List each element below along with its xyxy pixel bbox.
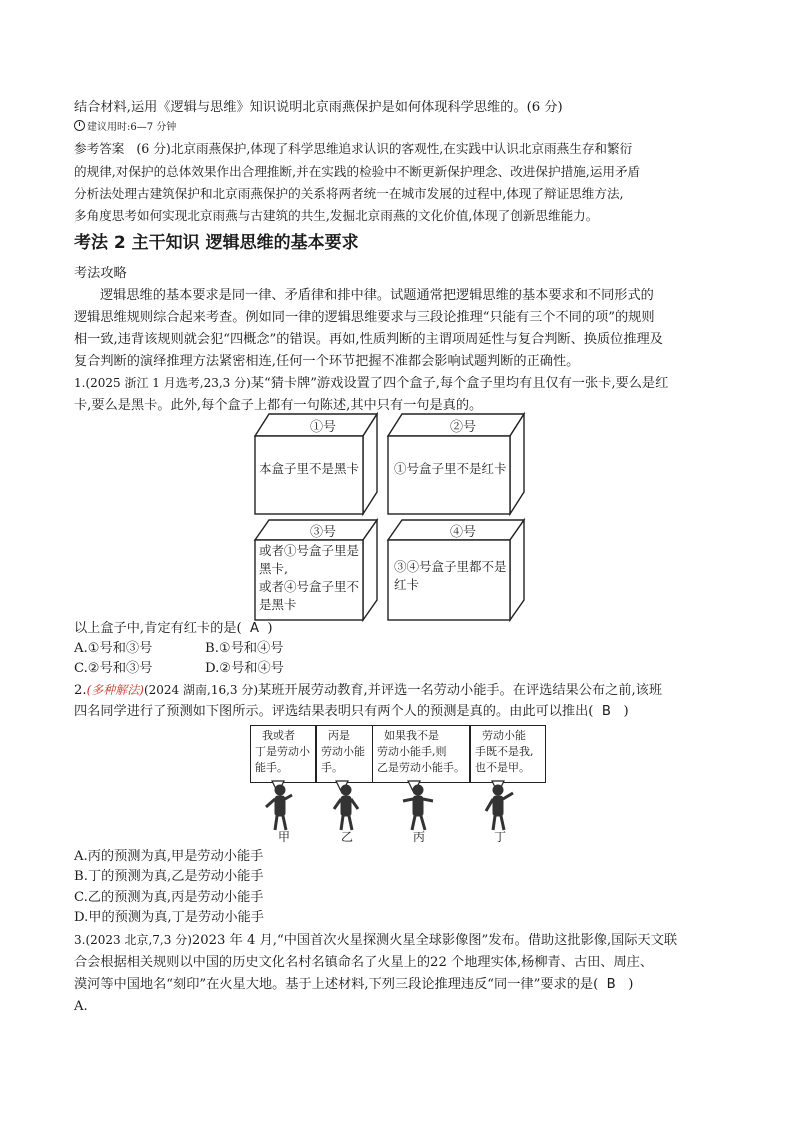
box-2-text: ①号盒子里不是红卡 — [394, 461, 507, 476]
reference-answer-label: 参考答案 — [74, 141, 125, 156]
reference-answer-line-3: 分析法处理古建筑保护和北京雨燕保护的关系将两者统一在城市发展的过程中,体现了辩证思维方法, — [74, 186, 624, 201]
q3-stem-line-2: 合会根据相关规则以中国的历史文化名村名镇命名了火星上的22 个地理实体,杨柳青、古田、周庄、 — [74, 955, 654, 970]
q1-option-c: C.②号和③号 — [74, 661, 153, 676]
speech-bubble-yi: 丙是 劳动小能 手。 — [316, 725, 374, 783]
q2-option-a: A.丙的预测为真,甲是劳动小能手 — [74, 849, 264, 864]
box-4-text: ③④号盒子里都不是 红卡 — [394, 559, 507, 592]
box-1-text: 本盒子里不是黑卡 — [259, 461, 360, 476]
q2-option-b: B.丁的预测为真,乙是劳动小能手 — [74, 869, 264, 884]
q2-option-d: D.甲的预测为真,丁是劳动小能手 — [74, 910, 264, 925]
box-4-label: ④号 — [449, 525, 476, 540]
people-illustration — [240, 775, 550, 835]
person-jia-icon — [266, 785, 292, 830]
speech-bubble-ding: 劳动小能 手既不是我, 也不是甲。 — [470, 725, 546, 783]
q2-stem-line-2: 四名同学进行了预测如下图所示。评选结果表明只有两个人的预测是真的。由此可以推出( B ) — [74, 704, 629, 719]
reference-answer-line-4: 多角度思考如何实现北京雨燕与古建筑的共生,发掘北京雨燕的文化价值,体现了创新思维能力。 — [74, 208, 599, 223]
person-name-jia: 甲 — [278, 830, 291, 844]
person-name-bing: 丙 — [413, 830, 426, 844]
reference-answer-line-2: 的规律,对保护的总体效果作出合理推断,并在实践的检验中不断更新保护理念、改进保护措施,运用矛盾 — [74, 164, 641, 179]
q1-option-b: B.①号和④号 — [205, 641, 284, 656]
box-3 — [255, 520, 379, 622]
person-ding-icon — [486, 785, 513, 830]
strategy-line-4: 复合判断的演绎推理方法紧密相连,任何一个环节把握不准都会影响试题判断的正确性。 — [74, 354, 580, 369]
box-1-label: ①号 — [309, 420, 336, 435]
box-3-label: ③号 — [309, 525, 336, 540]
q3-source: 3.(2023 北京,7,3 分) — [74, 933, 192, 947]
q1-stem-line-2: 卡,要么是黑卡。此外,每个盒子上都有一句陈述,其中只有一句是真的。 — [74, 398, 483, 413]
intro-question: 结合材料,运用《逻辑与思维》知识说明北京雨燕保护是如何体现科学思维的。(6 分) — [74, 100, 563, 115]
q1-prompt-line: 以上盒子中,肯定有红卡的是( A ) — [74, 621, 273, 636]
box-1 — [255, 414, 379, 516]
q2-source: (2024 湖南,16,3 分) — [143, 683, 259, 697]
clock-icon — [74, 120, 85, 131]
q1-stem-line-1: 1.(2025 浙江 1 月选考,23,3 分)某“猜卡牌”游戏设置了四个盒子,每个盒子里均有且仅有一张卡,要么是红 — [74, 376, 669, 391]
speech-bubble-bing: 如果我不是 劳动小能手,则 乙是劳动小能手。 — [372, 725, 470, 783]
box-2 — [388, 414, 526, 516]
q3-stem-line-3: 漠河等中国地名“刻印”在火星大地。基于上述材料,下列三段论推理违反“同一律”要求的是( B ) — [74, 977, 634, 992]
q1-option-d: D.②号和④号 — [205, 661, 284, 676]
q2-stem-line-1: 2.(多种解法)(2024 湖南,16,3 分)某班开展劳动教育,并评选一名劳动小能手。在评选结果公布之前,该班 — [74, 683, 663, 698]
q2-answer: B — [601, 704, 611, 719]
q3-stem-line-1: 3.(2023 北京,7,3 分)2023 年 4 月,“中国首次火星探测火星全球影像图”发布。借助这批影像,国际天文联 — [74, 933, 678, 948]
suggested-time-text: 建议用时:6—7 分钟 — [87, 122, 177, 133]
q1-option-a: A.①号和③号 — [74, 641, 153, 656]
strategy-heading: 考法攻略 — [74, 266, 127, 281]
q1-answer: A — [249, 621, 260, 636]
q2-option-c: C.乙的预测为真,丙是劳动小能手 — [74, 890, 264, 905]
person-yi-icon — [334, 785, 358, 830]
box-2-label: ②号 — [449, 420, 476, 435]
box-3-text: 或者①号盒子里是 黑卡, 或者④号盒子里不 是黑卡 — [259, 543, 360, 612]
person-name-yi: 乙 — [341, 830, 354, 844]
person-bing-icon — [403, 785, 433, 830]
box-4 — [388, 520, 526, 622]
q3-option-a: A. — [74, 999, 88, 1014]
person-name-ding: 丁 — [494, 830, 507, 844]
q2-method-tag: (多种解法) — [86, 683, 144, 697]
q1-source: 1.(2025 浙江 1 月选考,23,3 分) — [74, 376, 251, 390]
strategy-line-3: 相一致,违背该规则就会犯“四概念”的错误。再如,性质判断的主谓项周延性与复合判断、换质位推理及 — [74, 332, 663, 347]
q3-answer: B — [606, 977, 616, 992]
strategy-line-1: 逻辑思维的基本要求是同一律、矛盾律和排中律。试题通常把逻辑思维的基本要求和不同形式的 — [100, 288, 654, 303]
section-title: 考法 2 主干知识 逻辑思维的基本要求 — [74, 233, 359, 253]
reference-answer-line-1: 参考答案 (6 分)北京雨燕保护,体现了科学思维追求认识的客观性,在实践中认识北京雨燕生存和繁衍 — [74, 141, 633, 156]
suggested-time — [74, 120, 176, 135]
strategy-line-2: 逻辑思维规则综合起来考查。例如同一律的逻辑思维要求与三段论推理“只能有三个不同的项”的规则 — [74, 310, 655, 325]
speech-bubble-jia: 我或者 丁是劳动小 能手。 — [250, 725, 316, 783]
